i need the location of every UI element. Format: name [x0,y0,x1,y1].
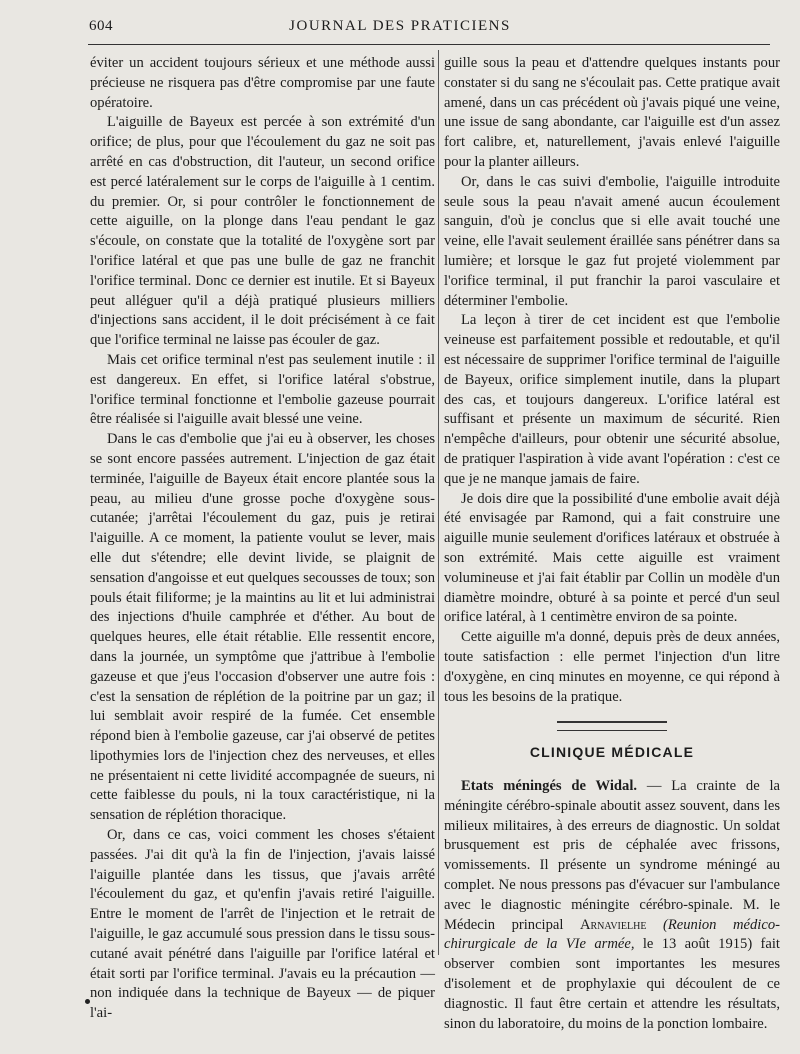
paragraph: guille sous la peau et d'attendre quelques instants pour constater si du sang ne s'écoulait pas. Cette pratique avait amené, dans un cas précédent où j'avais piqué une veine, une issue de sang abondante, car l'aiguille est d'un assez fort calibre, et, naturellement, j'avais enlevé l'aiguille pour la planter ailleurs. [444,55,780,170]
left-column [90,54,435,1024]
article-title: Etats méningés de Widal. [461,778,638,795]
paragraph: L'aiguille de Bayeux est percée à son extrémité d'un orifice; de plus, pour que l'écoulement du gaz ne soit pas arrêté en cas d'obstruction, dit l'auteur, un second orifice est percé latéralement sur le corps de l'aiguille à 1 centim. du premier. Or, si pour contrôler le fonctionnement de cette aiguille, on la plonge dans l'eau pendant le gaz s'écoule, on constate que la totalité de l'oxygène sort par l'orifice latéral et que pas une bulle de gaz ne franchit l'orifice terminal. Donc ce dernier est inutile. Et si Bayeux peut alléguer qu'il a déjà pratiqué plusieurs milliers d'injections sans accident, il le doit précisément à ce fait que l'orifice terminal ne laisse pas écouler de gaz. [90,114,435,349]
paragraph: éviter un accident toujours sérieux et une méthode aussi précieuse ne risquera pas d'être compromise par une faute opératoire. [90,55,435,111]
article-paragraph [444,777,780,1034]
paragraph: Cette aiguille m'a donné, depuis près de deux années, toute satisfaction : elle permet l'injection d'un litre d'oxygène, en cinq minutes en moyenne, ce qui répond à tous les besoins de la pratique. [444,629,780,705]
paragraph: Mais cet orifice terminal n'est pas seulement inutile : il est dangereux. En effet, si l'orifice latéral s'obstrue, l'orifice terminal fonctionne et l'embolie gazeuse pourrait être réalisée si l'aiguille avait blessé une veine. [90,351,435,428]
paragraph: Or, dans le cas suivi d'embolie, l'aiguille introduite seule sous la peau n'avait amené aucun écoulement sanguin, d'où je conclus que si elle avait touché une veine, elle l'avait seulement éraillée sans pénétrer dans sa lumière; et lorsque le gaz fut projeté violemment par l'orifice terminal, il put franchir la paroi vasculaire et déterminer l'embolie. [444,173,780,309]
paragraph: Or, dans ce cas, voici comment les choses s'étaient passées. J'ai dit qu'à la fin de l'injection, j'avais laissé l'aiguille plantée dans les tissus, que j'avais arrêté l'écoulement du gaz, et qu'enfin j'avais retiré l'aiguille. Entre le moment de l'arrêt de l'injection et le retrait de l'aiguille, le gaz accumulé sous pression dans le tissu sous-cutané avait pénétré dans l'aiguille par l'orifice latéral et était sorti par l'orifice terminal. J'avais eu la précaution — non indiquée dans la technique de Bayeux — de piquer l'ai- [90,827,435,1022]
page-header [0,14,800,40]
ink-spot [85,999,90,1004]
paragraph: La leçon à tirer de cet incident est que l'embolie veineuse est parfaitement possible et redoutable, et qu'il est nécessaire de supprimer l'orifice terminal de l'aiguille de Bayeux, orifice simplement inutile, dans la plupart des cas, et toujours dangereux. L'orifice latéral est suffisant et présente un maximum de sécurité. Rien n'empêche d'ailleurs, pour obtenir une sécurité absolue, de pratiquer l'aspiration à vide avant l'opération : c'est ce que je ne manque jamais de faire. [444,312,780,487]
running-title: JOURNAL DES PRATICIENS [289,18,511,34]
header-rule [88,44,770,45]
article-text: — La crainte de la méningite cérébro-spinale aboutit assez souvent, dans les milieux militaires, à des erreurs de diagnostic. Un soldat brusquement est pris de céphalée avec frissons, vomissements. Il présente un syndrome méningé au complet. Ne nous pressons pas d'évacuer sur l'ambulance avec le diagnostic méningite cérébro-spinale. M. le Médecin principal [444,778,780,933]
author-name: Arnavielhe [579,916,647,933]
source-reference: (Reunion médico-chirurgicale de la VIe armée, [444,916,780,953]
article-text: le 13 août 1915) fait observer combien sont importantes les mesures d'isolement et de prophylaxie qui découlent de ce diagnostic. Il faut être certain et attendre les résultats, sinon du laboratoire, du moins de la ponction lombaire. [444,936,780,1032]
column-divider [438,50,439,955]
section-rule [557,721,667,731]
section-title: CLINIQUE MÉDICALE [529,744,695,761]
paragraph: Dans le cas d'embolie que j'ai eu à observer, les choses se sont encore passées autrement. L'injection de gaz était terminée, l'aiguille de Bayeux était encore plantée sous la peau, au milieu d'une grosse poche d'oxygène sous-cutanée; j'arrêtai l'écoulement du gaz, puis je retirai l'aiguille. A ce moment, la patiente voulut se lever, mais elle dut s'étendre; elle devint livide, se plaignit de sensation d'angoisse et eut quelques secousses de toux; son pouls était filiforme; je la maintins au lit et lui administrai des injections d'huile camphrée et d'éther. Au bout de quelques heures, elle était rétablie. Elle ressentit encore, dans la journée, un symptôme que j'attribue à l'embolie gazeuse et que j'eus l'occasion d'observer une autre fois : c'est la sensation de réplétion de la poitrine par un gaz; il lui semblait avoir respiré de la fumée. Cet ensemble répond bien à l'embolie gazeuse, car j'ai observé de petites lipothymies lors de l'injection chez des nerveuses, et elles ne présentaient ni cette lividité accompagnée de sueurs, ni cette faiblesse du pouls, ni la toux caractéristique, ni la sensation de réplétion thoracique. [90,431,435,824]
page-number: 604 [89,18,113,34]
paragraph: Je dois dire que la possibilité d'une embolie avait déjà été envisagée par Ramond, qui a fait construire une aiguille munie seulement d'orifices latéraux et obstruée à son extrémité. Mais cette aiguille est vraiment volumineuse et j'ai fait établir par Collin un modèle d'un diamètre moindre, obturé à sa pointe et percé d'un seul orifice latéral, à 1 centimètre environ de sa pointe. [444,490,780,626]
right-column [444,54,780,1034]
